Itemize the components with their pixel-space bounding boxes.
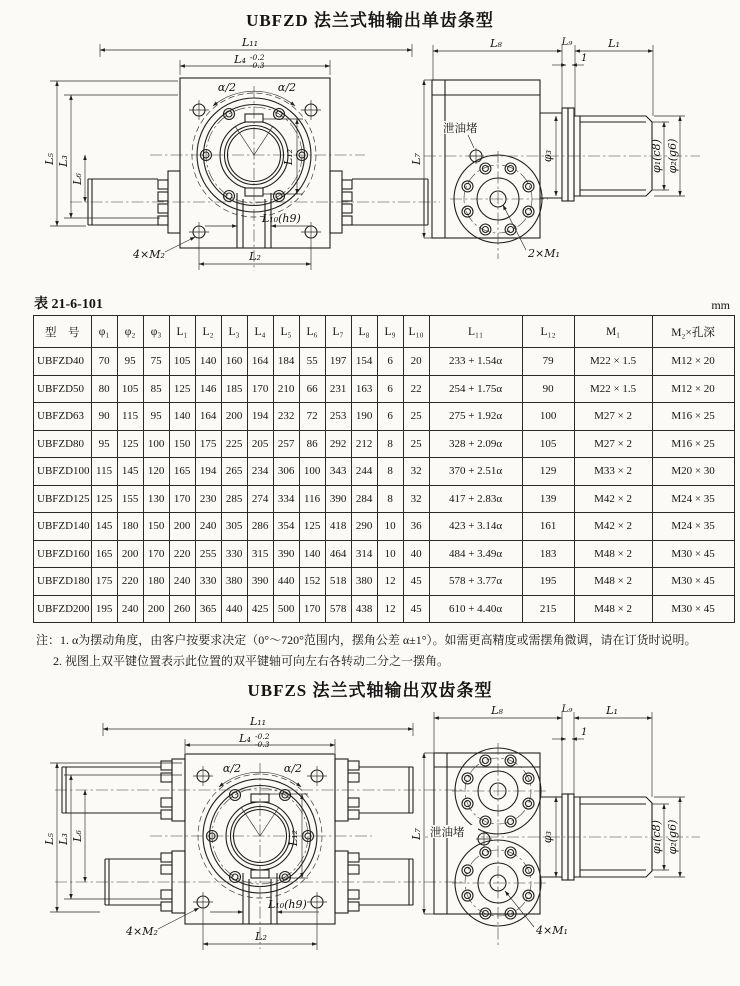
table-cell: 105 — [117, 375, 143, 403]
drawing-single-rack — [0, 31, 740, 293]
table-cell: 25 — [403, 403, 429, 431]
table-row — [34, 568, 735, 596]
column-header: L₂ — [195, 316, 221, 348]
table-cell: 518 — [325, 568, 351, 596]
table-cell: 380 — [351, 568, 377, 596]
table-cell: 195 — [91, 595, 117, 623]
table-cell: 265 — [221, 458, 247, 486]
table-cell: 32 — [403, 485, 429, 513]
table-cell: 190 — [351, 403, 377, 431]
dim-label-l5: L₅ — [43, 153, 56, 165]
table-cell: 184 — [273, 348, 299, 376]
dim-l4-tol-lower: -0.3 — [255, 740, 270, 749]
table-cell: 140 — [169, 403, 195, 431]
table-cell: 175 — [195, 430, 221, 458]
table-cell: 90 — [91, 403, 117, 431]
drain-plug-label: 泄油堵 — [443, 123, 478, 135]
column-header: L₅ — [273, 316, 299, 348]
callout-2xm1: 2×M₁ — [528, 247, 560, 260]
column-header: φ₂ — [117, 316, 143, 348]
table-cell: M27 × 2 — [574, 403, 652, 431]
table-cell: 161 — [522, 513, 574, 541]
table-cell: 306 — [273, 458, 299, 486]
table-cell: 25 — [403, 430, 429, 458]
table-cell: 45 — [403, 595, 429, 623]
table-cell: UBFZD140 — [34, 513, 92, 541]
table-cell: 285 — [221, 485, 247, 513]
table-cell: 129 — [522, 458, 574, 486]
table-cell: 95 — [117, 348, 143, 376]
table-caption: 表 21-6-101 — [34, 297, 103, 312]
table-cell: M16 × 25 — [652, 403, 734, 431]
table-cell: 232 — [273, 403, 299, 431]
column-header: 型 号 — [34, 316, 92, 348]
table-row — [34, 485, 735, 513]
drain-plug-label: 泄油堵 — [430, 827, 465, 839]
table-cell: M22 × 1.5 — [574, 375, 652, 403]
table-cell: 175 — [91, 568, 117, 596]
table-cell: 116 — [299, 485, 325, 513]
table-cell: 105 — [169, 348, 195, 376]
table-cell: 140 — [299, 540, 325, 568]
table-cell: 334 — [273, 485, 299, 513]
table-cell: 125 — [299, 513, 325, 541]
table-cell: 95 — [91, 430, 117, 458]
side-view-double-rack — [410, 704, 700, 946]
dim-label-alpha-left: α/2 — [217, 81, 237, 94]
side-view-single-rack — [410, 37, 700, 260]
table-cell: M24 × 35 — [652, 485, 734, 513]
table-cell: M42 × 2 — [574, 485, 652, 513]
callout-4xm2: 4×M₂ — [126, 925, 158, 938]
column-header: φ₁ — [91, 316, 117, 348]
table-cell: 195 — [522, 568, 574, 596]
table-cell: 130 — [143, 485, 169, 513]
table-cell: 6 — [377, 375, 403, 403]
table-cell: 200 — [169, 513, 195, 541]
table-cell: 194 — [247, 403, 273, 431]
table-cell: 86 — [299, 430, 325, 458]
table-cell: 180 — [117, 513, 143, 541]
dim-label-l6: L₆ — [71, 830, 84, 842]
column-header: M₂×孔深 — [652, 316, 734, 348]
table-cell: 152 — [299, 568, 325, 596]
table-cell: 284 — [351, 485, 377, 513]
table-cell: 165 — [169, 458, 195, 486]
table-cell: 330 — [221, 540, 247, 568]
column-header: L₁₁ — [429, 316, 522, 348]
table-cell: 240 — [195, 513, 221, 541]
table-cell: 170 — [143, 540, 169, 568]
column-header: L₉ — [377, 316, 403, 348]
column-header: L₆ — [299, 316, 325, 348]
table-cell: 343 — [325, 458, 351, 486]
table-cell: 464 — [325, 540, 351, 568]
page-title-bottom: UBFZS 法兰式轴输出双齿条型 — [247, 681, 493, 700]
dim-label-l9: L₉ — [561, 704, 573, 715]
table-cell: UBFZD100 — [34, 458, 92, 486]
table-cell: 45 — [403, 568, 429, 596]
dim-label-phi3: φ₃ — [541, 149, 554, 163]
dim-label-alpha-right: α/2 — [283, 762, 303, 775]
table-cell: UBFZD125 — [34, 485, 92, 513]
table-row — [34, 348, 735, 376]
table-cell: 145 — [91, 513, 117, 541]
callout-4xm2: 4×M₂ — [133, 248, 165, 261]
table-cell: M48 × 2 — [574, 568, 652, 596]
dim-label-l7: L₇ — [410, 153, 423, 165]
table-cell: 275 + 1.92α — [429, 403, 522, 431]
table-cell: 390 — [325, 485, 351, 513]
table-cell: 120 — [143, 458, 169, 486]
dim-label-l6: L₆ — [71, 173, 84, 185]
table-cell: UBFZD63 — [34, 403, 92, 431]
dim-label-l8: L₈ — [490, 37, 502, 50]
table-cell: 194 — [195, 458, 221, 486]
table-cell: 230 — [195, 485, 221, 513]
drawing-double-rack — [0, 701, 740, 957]
unit-label: mm — [711, 298, 730, 312]
table-cell: 225 — [221, 430, 247, 458]
table-cell: 12 — [377, 568, 403, 596]
table-cell: 440 — [273, 568, 299, 596]
dim-label-phi1: φ₁(c8) — [650, 820, 663, 854]
dim-label-l4: L₄ — [234, 53, 246, 66]
dim-label-alpha-right: α/2 — [277, 81, 297, 94]
table-cell: 274 — [247, 485, 273, 513]
table-cell: 150 — [143, 513, 169, 541]
table-cell: 254 + 1.75α — [429, 375, 522, 403]
table-cell: 240 — [117, 595, 143, 623]
dim-label-phi2: φ₂(g6) — [666, 138, 679, 174]
table-cell: 139 — [522, 485, 574, 513]
dim-label-l11: L₁₁ — [249, 715, 267, 728]
dim-label-l3: L₃ — [57, 833, 70, 845]
table-cell: 417 + 2.83α — [429, 485, 522, 513]
table-cell: 578 — [325, 595, 351, 623]
table-cell: M30 × 45 — [652, 595, 734, 623]
dim-label-l2: L₂ — [255, 930, 267, 943]
dim-label-l1: L₁ — [608, 37, 620, 50]
table-cell: M24 × 35 — [652, 513, 734, 541]
table-cell: 390 — [247, 568, 273, 596]
table-cell: M48 × 2 — [574, 540, 652, 568]
table-row — [34, 430, 735, 458]
table-cell: 75 — [143, 348, 169, 376]
table-cell: 8 — [377, 485, 403, 513]
table-cell: M16 × 25 — [652, 430, 734, 458]
table-cell: 220 — [169, 540, 195, 568]
table-cell: 155 — [117, 485, 143, 513]
column-header: L₁₂ — [522, 316, 574, 348]
table-cell: 10 — [377, 540, 403, 568]
table-cell: 314 — [351, 540, 377, 568]
table-cell: 244 — [351, 458, 377, 486]
table-cell: 240 — [169, 568, 195, 596]
table-cell: 180 — [143, 568, 169, 596]
table-cell: M22 × 1.5 — [574, 348, 652, 376]
table-cell: 70 — [91, 348, 117, 376]
table-cell: 36 — [403, 513, 429, 541]
table-cell: 253 — [325, 403, 351, 431]
table-row — [34, 540, 735, 568]
table-cell: 80 — [91, 375, 117, 403]
table-cell: 90 — [522, 375, 574, 403]
table-cell: UBFZD80 — [34, 430, 92, 458]
table-cell: 115 — [91, 458, 117, 486]
table-cell: UBFZD200 — [34, 595, 92, 623]
table-cell: 286 — [247, 513, 273, 541]
table-cell: 380 — [221, 568, 247, 596]
table-cell: 305 — [221, 513, 247, 541]
table-cell: UBFZD40 — [34, 348, 92, 376]
table-cell: 425 — [247, 595, 273, 623]
table-cell: 154 — [351, 348, 377, 376]
dim-label-l10: L₁₀(h9) — [268, 898, 307, 911]
table-cell: 170 — [169, 485, 195, 513]
dim-l4-tol-upper: -0.2 — [255, 732, 270, 741]
column-header: L₈ — [351, 316, 377, 348]
table-cell: 578 + 3.77α — [429, 568, 522, 596]
table-cell: 55 — [299, 348, 325, 376]
column-header: L₇ — [325, 316, 351, 348]
table-cell: 72 — [299, 403, 325, 431]
table-row — [34, 403, 735, 431]
table-cell: M12 × 20 — [652, 348, 734, 376]
table-cell: M12 × 20 — [652, 375, 734, 403]
table-cell: 170 — [247, 375, 273, 403]
table-cell: 32 — [403, 458, 429, 486]
table-cell: 160 — [221, 348, 247, 376]
table-cell: 234 — [247, 458, 273, 486]
table-cell: 200 — [221, 403, 247, 431]
table-cell: 354 — [273, 513, 299, 541]
table-cell: 370 + 2.51α — [429, 458, 522, 486]
table-cell: 220 — [117, 568, 143, 596]
table-cell: 290 — [351, 513, 377, 541]
table-cell: UBFZD160 — [34, 540, 92, 568]
table-cell: M27 × 2 — [574, 430, 652, 458]
table-cell: 292 — [325, 430, 351, 458]
dim-label-l7: L₇ — [410, 828, 423, 840]
dim-label-phi3: φ₃ — [541, 830, 554, 844]
table-cell: 423 + 3.14α — [429, 513, 522, 541]
dim-l4-tol-lower: -0.3 — [250, 61, 265, 70]
column-header: φ₃ — [143, 316, 169, 348]
dim-l4-tol-upper: -0.2 — [250, 53, 265, 62]
table-row — [34, 595, 735, 623]
column-header: L₁ — [169, 316, 195, 348]
table-cell: 100 — [299, 458, 325, 486]
table-cell: 115 — [117, 403, 143, 431]
table-cell: 165 — [91, 540, 117, 568]
table-cell: 255 — [195, 540, 221, 568]
table-cell: 8 — [377, 458, 403, 486]
table-cell: 164 — [195, 403, 221, 431]
table-row — [34, 458, 735, 486]
table-cell: 170 — [299, 595, 325, 623]
table-cell: 164 — [247, 348, 273, 376]
table-cell: 438 — [351, 595, 377, 623]
front-view-double-dimensions — [43, 715, 413, 950]
dim-label-l10: L₁₀(h9) — [262, 212, 301, 225]
table-cell: 22 — [403, 375, 429, 403]
table-cell: M48 × 2 — [574, 595, 652, 623]
dim-label-l8: L₈ — [491, 704, 503, 717]
table-cell: 215 — [522, 595, 574, 623]
table-cell: 85 — [143, 375, 169, 403]
table-cell: 231 — [325, 375, 351, 403]
table-cell: 500 — [273, 595, 299, 623]
table-cell: 260 — [169, 595, 195, 623]
table-cell: 20 — [403, 348, 429, 376]
front-view-single-rack — [70, 78, 440, 271]
table-cell: 125 — [169, 375, 195, 403]
notes — [36, 630, 730, 672]
table-cell: 328 + 2.09α — [429, 430, 522, 458]
table-row — [34, 513, 735, 541]
table-cell: 610 + 4.40α — [429, 595, 522, 623]
dim-label-l11: L₁₁ — [241, 36, 259, 49]
dim-label-l4: L₄ — [239, 732, 251, 745]
header-row — [34, 316, 735, 348]
dim-label-l12: L₁₂ — [287, 829, 300, 847]
table-cell: 233 + 1.54α — [429, 348, 522, 376]
table-cell: M30 × 45 — [652, 540, 734, 568]
note-line-1: 注：1. α为摆动角度，由客户按要求决定（0°～720°范围内，摆角公差 α±1°）。如需更高精度或需摆角微调，请在订货时说明。 — [36, 633, 697, 647]
dim-label-l12: L₁₂ — [282, 148, 295, 166]
table-cell: 365 — [195, 595, 221, 623]
dim-label-one: 1 — [581, 727, 588, 738]
table-cell: 125 — [117, 430, 143, 458]
table-cell: 79 — [522, 348, 574, 376]
dim-label-l3: L₃ — [57, 155, 70, 167]
table-cell: 212 — [351, 430, 377, 458]
dim-label-phi2: φ₂(g6) — [666, 819, 679, 855]
table-cell: 125 — [91, 485, 117, 513]
table-cell: 440 — [221, 595, 247, 623]
dim-label-l1: L₁ — [606, 704, 618, 717]
dimension-table — [33, 315, 735, 623]
table-cell: 10 — [377, 513, 403, 541]
table-cell: 105 — [522, 430, 574, 458]
table-cell: 205 — [247, 430, 273, 458]
table-cell: 315 — [247, 540, 273, 568]
table-row — [34, 375, 735, 403]
table-cell: 100 — [522, 403, 574, 431]
table-cell: 146 — [195, 375, 221, 403]
table-cell: 197 — [325, 348, 351, 376]
table-cell: M30 × 45 — [652, 568, 734, 596]
dim-label-l9: L₉ — [561, 37, 573, 48]
table-cell: 95 — [143, 403, 169, 431]
table-cell: M42 × 2 — [574, 513, 652, 541]
note-line-2: 2. 视图上双平键位置表示此位置的双平键轴可向左右各转动二分之一摆角。 — [53, 654, 450, 668]
table-cell: 257 — [273, 430, 299, 458]
table-cell: 150 — [169, 430, 195, 458]
dim-label-phi1: φ₁(c8) — [650, 139, 663, 173]
table-cell: 210 — [273, 375, 299, 403]
table-cell: 185 — [221, 375, 247, 403]
column-header: L₁₀ — [403, 316, 429, 348]
table-cell: 200 — [143, 595, 169, 623]
table-cell: 40 — [403, 540, 429, 568]
table-cell: 100 — [143, 430, 169, 458]
callout-4xm1: 4×M₁ — [536, 924, 568, 937]
table-cell: 145 — [117, 458, 143, 486]
table-cell: 200 — [117, 540, 143, 568]
front-view-double-rack — [55, 754, 465, 949]
page-title-top: UBFZD 法兰式轴输出单齿条型 — [246, 11, 494, 30]
table-cell: M33 × 2 — [574, 458, 652, 486]
table-cell: 6 — [377, 348, 403, 376]
table-cell: UBFZD50 — [34, 375, 92, 403]
column-header: L₄ — [247, 316, 273, 348]
table-cell: 8 — [377, 430, 403, 458]
table-cell: 183 — [522, 540, 574, 568]
dim-label-one: 1 — [581, 53, 588, 64]
column-header: L₃ — [221, 316, 247, 348]
table-cell: 140 — [195, 348, 221, 376]
dim-label-alpha-left: α/2 — [222, 762, 242, 775]
table-cell: 390 — [273, 540, 299, 568]
dim-label-l5: L₅ — [43, 833, 56, 845]
table-cell: 6 — [377, 403, 403, 431]
table-cell: 163 — [351, 375, 377, 403]
table-cell: 484 + 3.49α — [429, 540, 522, 568]
table-cell: M20 × 30 — [652, 458, 734, 486]
column-header: M₁ — [574, 316, 652, 348]
table-cell: 330 — [195, 568, 221, 596]
dim-label-l2: L₂ — [249, 250, 261, 263]
table-cell: UBFZD180 — [34, 568, 92, 596]
table-cell: 12 — [377, 595, 403, 623]
table-cell: 418 — [325, 513, 351, 541]
table-cell: 66 — [299, 375, 325, 403]
